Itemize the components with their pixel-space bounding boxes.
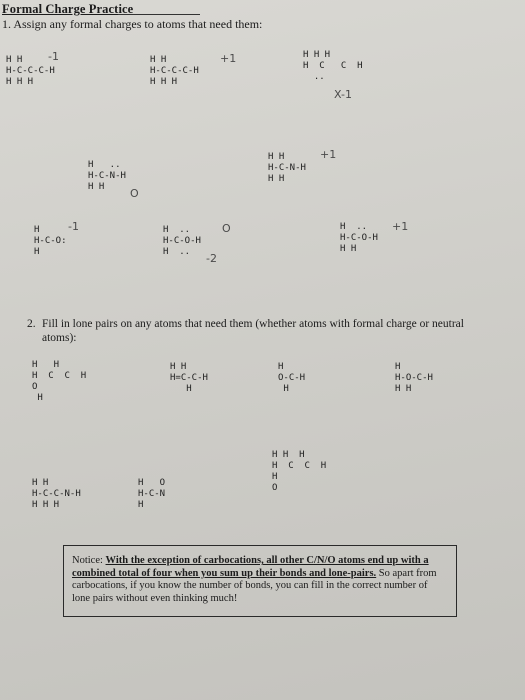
- question-2-number: 2.: [27, 318, 36, 330]
- molecule-1a: H H H-C-C-C-H H H H: [6, 55, 55, 87]
- molecule-4b: H H H=C-C-H H: [170, 362, 208, 394]
- molecule-6a: H H H-C-C-N-H H H H: [32, 478, 81, 510]
- molecule-4c: H O-C-H H: [278, 362, 306, 394]
- handwritten-charge-3b: O: [222, 222, 231, 235]
- question-2-text: Fill in lone pairs on any atoms that need them (whether atoms with formal charge or neutral atoms):: [42, 318, 464, 344]
- molecule-3c: H .. H-C-O-H H H: [340, 222, 378, 254]
- notice-emphasis: With the exception of carbocations, all other C/N/O atoms end up with a combined total of four when you sum up their bonds and lone-pairs.: [72, 555, 429, 579]
- molecule-5a: H H H H C C H H O: [272, 450, 327, 493]
- question-2: [27, 317, 472, 345]
- molecule-3a: H H-C-O: H: [34, 225, 67, 257]
- page-title: Formal Charge Practice: [2, 2, 134, 16]
- handwritten-charge-3b-second: -2: [206, 252, 217, 265]
- handwritten-charge-3c: +1: [392, 220, 409, 233]
- question-1: 1. Assign any formal charges to atoms that need them:: [2, 17, 263, 31]
- molecule-4d: H H-O-C-H H H: [395, 362, 433, 394]
- molecule-1b: H H H-C-C-C-H H H H: [150, 55, 199, 87]
- molecule-6b: H O H-C-N H: [138, 478, 166, 510]
- molecule-2b: H H H-C-N-H H H: [268, 152, 306, 184]
- molecule-2a: H .. H-C-N-H H H: [88, 160, 126, 192]
- handwritten-charge-1a: -1: [48, 50, 59, 63]
- title-underline: [118, 14, 200, 15]
- molecule-3b: H .. H-C-O-H H ..: [163, 225, 201, 257]
- handwritten-charge-1c: X-1: [334, 88, 352, 101]
- molecule-4a: H H H C C H O H: [32, 360, 87, 403]
- handwritten-charge-2b: +1: [320, 148, 337, 161]
- handwritten-charge-2a: O: [130, 187, 139, 200]
- molecule-1c: H H H H C C H ..: [303, 50, 363, 82]
- notice-box: [63, 545, 457, 617]
- handwritten-charge-3a: -1: [68, 220, 79, 233]
- notice-label: Notice:: [72, 555, 103, 566]
- handwritten-charge-1b: +1: [220, 52, 237, 65]
- notice-rest: So apart from carbocations, if you know the number of bonds, you can fill in the correct number of lone pairs without even thinking much!: [72, 567, 437, 604]
